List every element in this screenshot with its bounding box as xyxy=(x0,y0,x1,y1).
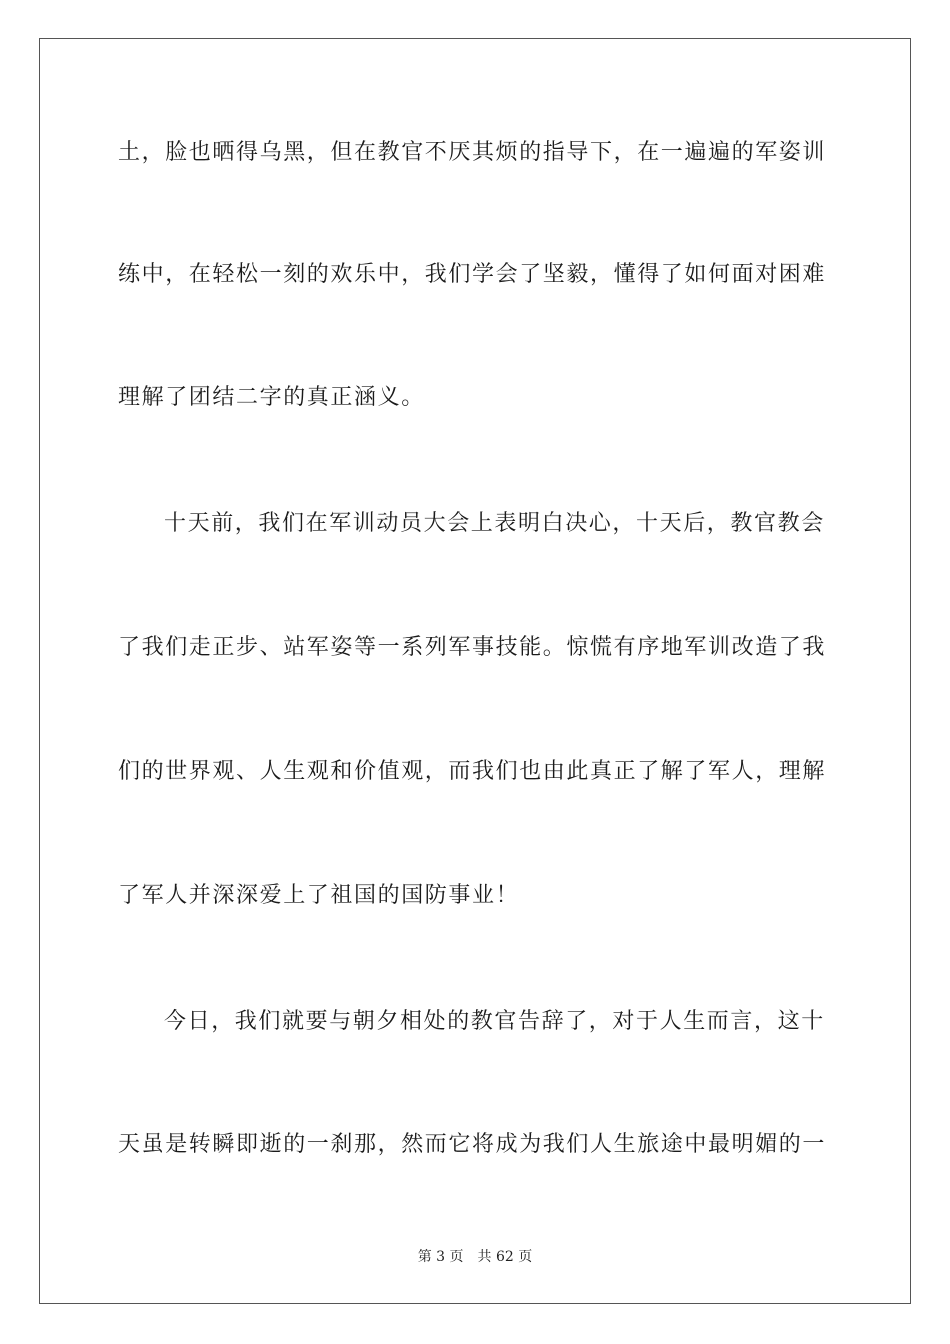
paragraph-first-line: 今日，我们就要与朝夕相处的教官告辞了，对于人生而言，这十 xyxy=(164,1009,825,1034)
page-number: 第 3 页 xyxy=(417,1249,464,1265)
page-total: 共 62 页 xyxy=(477,1249,533,1265)
text-line: 天虽是转瞬即逝的一刹那，然而它将成为我们人生旅途中最明媚的一 xyxy=(118,1132,827,1157)
text-line: 了军人并深深爱上了祖国的国防事业！ xyxy=(118,883,520,908)
page-footer xyxy=(0,1248,950,1266)
text-line: 土，脸也晒得乌黑，但在教官不厌其烦的指导下，在一遍遍的军姿训 xyxy=(118,140,827,165)
text-line: 了我们走正步、站军姿等一系列军事技能。惊慌有序地军训改造了我 xyxy=(118,635,827,660)
text-line: 理解了团结二字的真正涵义。 xyxy=(118,385,425,410)
paragraph-first-line: 十天前，我们在军训动员大会上表明白决心，十天后，教官教会 xyxy=(164,511,825,536)
text-line: 练中，在轻松一刻的欢乐中，我们学会了坚毅，懂得了如何面对困难 xyxy=(118,262,827,287)
page-border xyxy=(39,38,911,1304)
text-line: 们的世界观、人生观和价值观，而我们也由此真正了解了军人，理解 xyxy=(118,759,827,784)
